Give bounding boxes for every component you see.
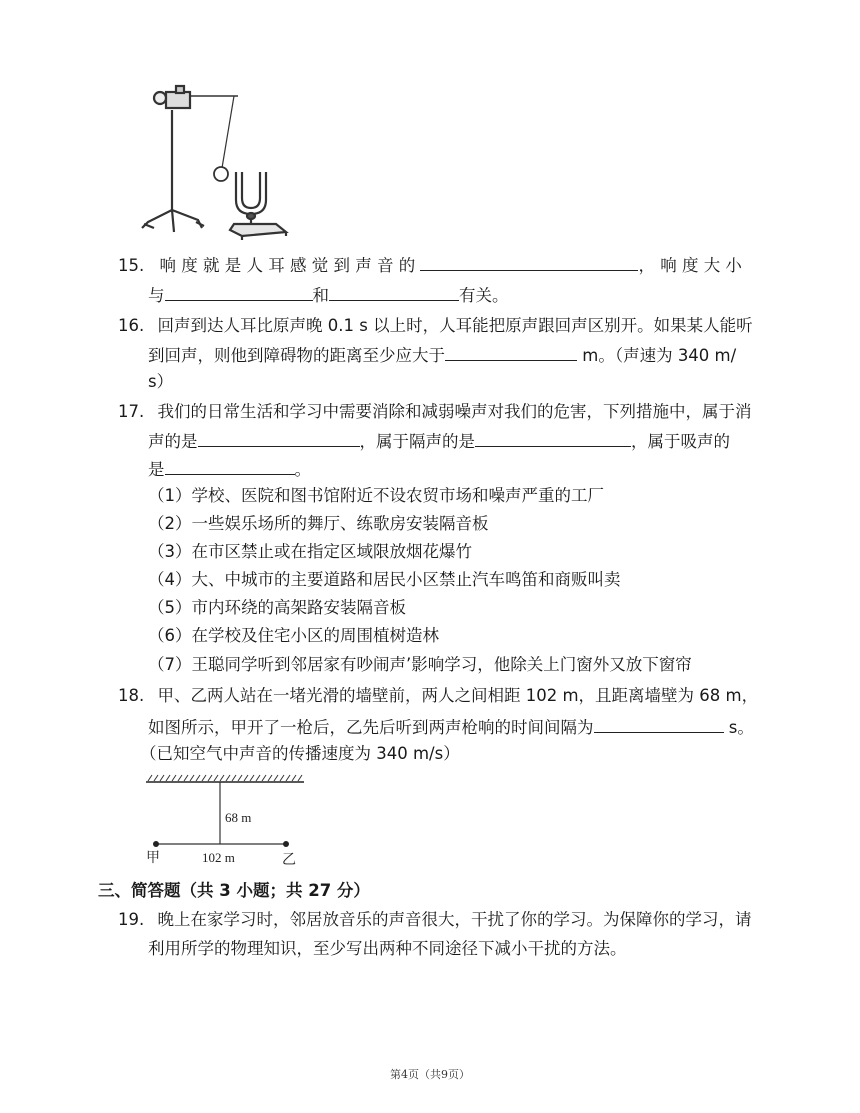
answer-blank[interactable]: [445, 340, 577, 361]
tuning-fork-pendulum-figure: [138, 82, 298, 242]
question-17-line2: [148, 426, 730, 456]
question-18-line2: [148, 712, 754, 742]
question-text: s。: [723, 718, 754, 737]
question-text: 有关。: [459, 286, 509, 305]
section-title: 三、简答题（共 3 小题；共 27 分）: [98, 881, 370, 900]
question-18-line3: （已知空气中声音的传播速度为 340 m/s）: [140, 744, 460, 763]
option-item: （6）在学校及住宅小区的周围植树造林: [148, 626, 439, 645]
question-text: 声的是: [148, 432, 198, 451]
question-18: [118, 682, 758, 710]
question-number: 18.: [118, 686, 145, 705]
question-text: 响 度 就 是 人 耳 感 觉 到 声 音 的: [159, 256, 416, 275]
question-text: 晚上在家学习时，邻居放音乐的声音很大，干扰了你的学习。为保障你的学习，请: [157, 910, 752, 929]
question-number: 15.: [118, 256, 145, 275]
question-text: 与: [148, 286, 165, 305]
question-17-line3: [148, 454, 311, 484]
question-text: 我们的日常生活和学习中需要消除和减弱噪声对我们的危害，下列措施中，属于消: [157, 402, 752, 421]
option-item: （5）市内环绕的高架路安装隔音板: [148, 598, 406, 617]
question-17: [118, 398, 752, 426]
answer-blank[interactable]: [475, 426, 631, 447]
option-item: （4）大、中城市的主要道路和居民小区禁止汽车鸣笛和商贩叫卖: [148, 570, 621, 589]
question-16-line3: s）: [148, 372, 174, 391]
question-19-line2: 利用所学的物理知识，至少写出两种不同途径下减小干扰的方法。: [148, 939, 627, 958]
question-15: [118, 250, 742, 280]
person-jia-label: 甲: [146, 851, 160, 866]
option-item: （1）学校、医院和图书馆附近不设农贸市场和噪声严重的工厂: [148, 486, 604, 505]
question-16-line2: [148, 340, 736, 370]
question-text: ， 响 度 大 小: [638, 256, 742, 275]
question-16: [118, 312, 753, 340]
option-item: （2）一些娱乐场所的舞厅、练歌房安装隔音板: [148, 514, 489, 533]
person-yi-label: 乙: [282, 853, 296, 868]
answer-blank[interactable]: [165, 454, 295, 475]
answer-blank[interactable]: [329, 280, 459, 301]
question-text: 如图所示，甲开了一枪后，乙先后听到两声枪响的时间间隔为: [148, 718, 594, 737]
question-text: 。: [294, 460, 311, 479]
question-text: 回声到达人耳比原声晚 0.1 s 以上时，人耳能把原声跟回声区别开。如果某人能听: [157, 316, 753, 335]
answer-blank[interactable]: [198, 426, 360, 447]
question-text: 是: [148, 460, 165, 479]
answer-blank[interactable]: [594, 712, 724, 733]
question-text: 和: [312, 286, 329, 305]
answer-blank[interactable]: [420, 250, 638, 271]
wall-distance-figure: [140, 772, 310, 868]
question-15-line2: [148, 280, 509, 310]
question-number: 19.: [118, 910, 145, 929]
question-text: 甲、乙两人站在一堵光滑的墙壁前，两人之间相距 102 m，且距离墙壁为 68 m，: [157, 686, 759, 705]
wall-distance-label: 68 m: [225, 810, 252, 825]
question-19: [118, 906, 752, 934]
option-item: （3）在市区禁止或在指定区域限放烟花爆竹: [148, 542, 472, 561]
page-footer: 第4页（共9页）: [390, 1068, 470, 1081]
option-item: （7）王聪同学听到邻居家有吵闹声’影响学习，他除关上门窗外又放下窗帘: [148, 655, 692, 674]
question-text: ，属于吸声的: [631, 432, 730, 451]
question-text: m。（声速为 340 m/: [577, 346, 737, 365]
question-text: ，属于隔声的是: [359, 432, 475, 451]
question-number: 17.: [118, 402, 145, 421]
question-text: 到回声，则他到障碍物的距离至少应大于: [148, 346, 445, 365]
base-distance-label: 102 m: [202, 850, 235, 865]
answer-blank[interactable]: [165, 280, 313, 301]
question-number: 16.: [118, 316, 145, 335]
